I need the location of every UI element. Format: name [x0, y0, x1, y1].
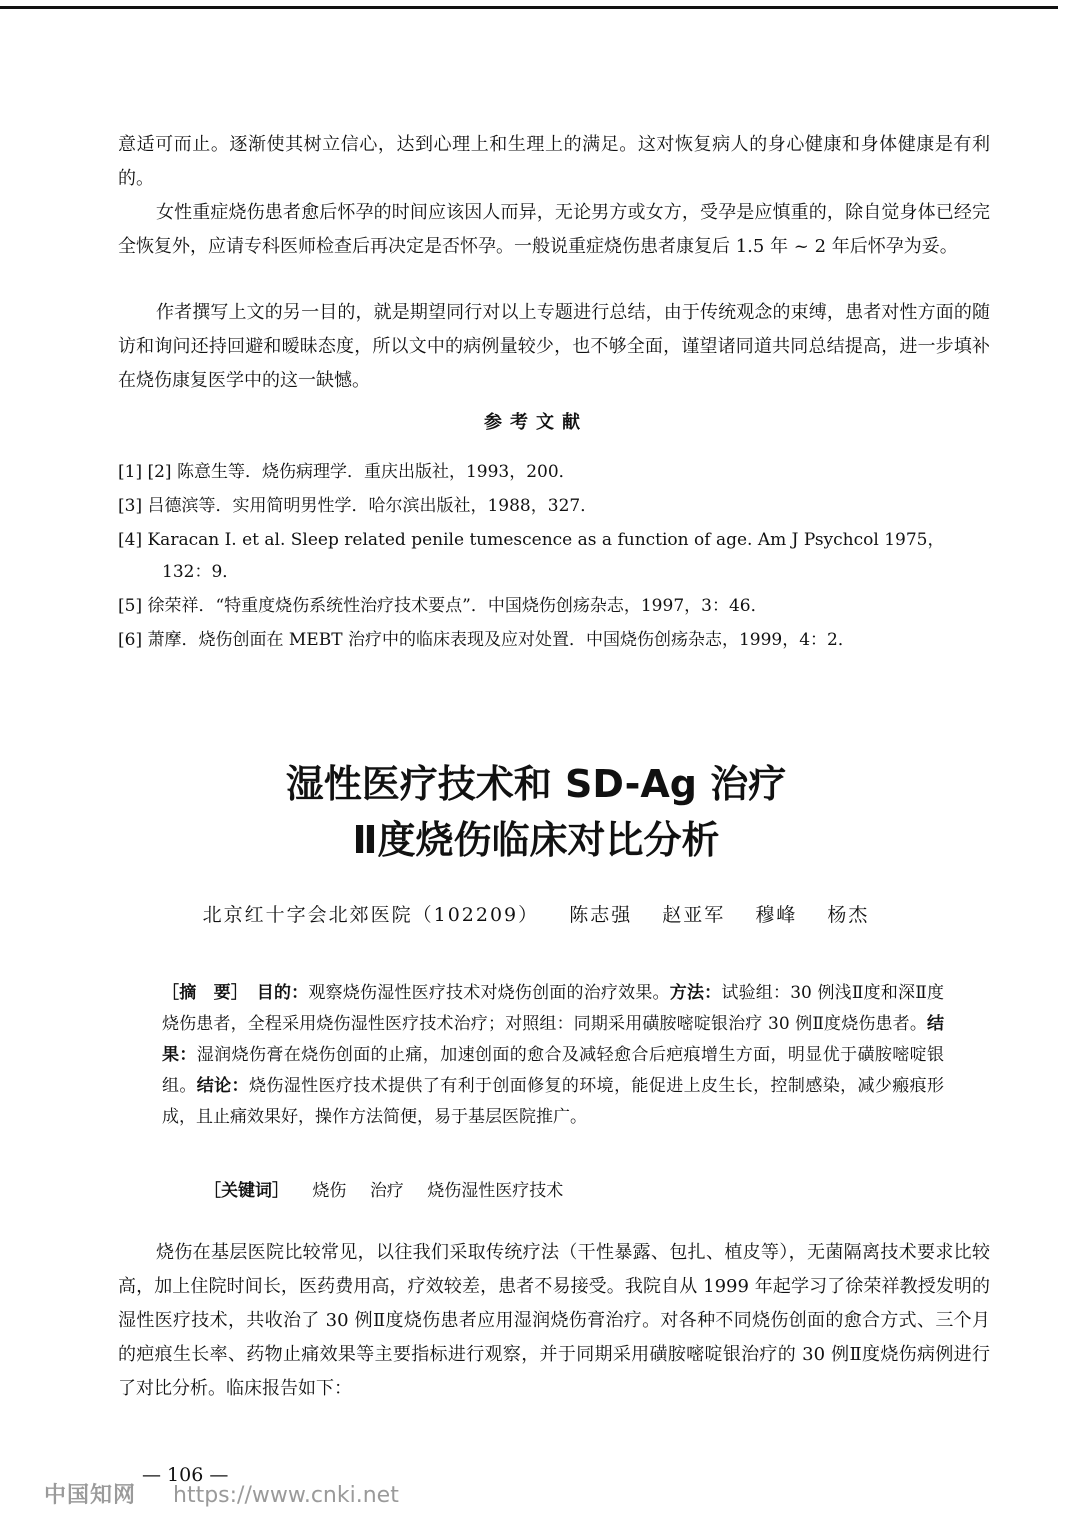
paragraph-author-purpose: 作者撰写上文的另一目的，就是期望同行对以上专题进行总结，由于传统观念的束缚，患者对性方面的随访和询问还持回避和暧昧态度，所以文中的病例量较少，也不够全面，谨望诸同道共同总结提高，进一步填补在烧伤康复医学中的这一缺憾。 — [118, 302, 990, 391]
abstract-result-label: 结果： — [162, 1014, 944, 1065]
reference-item: [3] 吕德滨等．实用简明男性学．哈尔滨出版社，1988，327． — [118, 496, 598, 516]
author: 穆峰 — [755, 904, 798, 926]
article-title-line2: Ⅱ度烧伤临床对比分析 — [352, 818, 720, 862]
keyword: 治疗 — [369, 1181, 404, 1201]
references-heading: 参考文献 — [484, 412, 588, 433]
page-number: — 106 — — [142, 1464, 229, 1486]
abstract — [162, 978, 944, 1133]
cnki-watermark — [44, 1478, 399, 1509]
abstract-conclusion-label: 结论： — [196, 1076, 249, 1096]
reference-item: [1] [2] 陈意生等．烧伤病理学．重庆出版社，1993，200． — [118, 462, 576, 482]
abstract-purpose-label: 目的： — [256, 983, 309, 1003]
paragraph-introduction: 烧伤在基层医院比较常见，以往我们采取传统疗法（干性暴露、包扎、植皮等），无菌隔离技术要求比较高，加上住院时间长，医药费用高，疗效较差，患者不易接受。我院自从 1999 年起学习了徐荣祥教授发明的湿性医疗技术，共收治了 30 例Ⅱ度烧伤患者应用湿润烧伤膏治疗。对各种不同烧伤创面的愈合方式、三个月的疤痕生长率、药物止痛效果等主要指标进行观察，并于同期采用磺胺嘧啶银治疗的 30 例Ⅱ度烧伤病例进行了对比分析。临床报告如下： — [118, 1242, 990, 1399]
top-rule — [0, 6, 1058, 9]
keywords-label: ［关键词］ — [204, 1181, 289, 1201]
article-title — [0, 756, 1072, 868]
author: 杨杰 — [827, 904, 870, 926]
reference-item: [6] 萧摩．烧伤创面在 MEBT 治疗中的临床表现及应对处置．中国烧伤创疡杂志，1999，4：2． — [118, 630, 855, 650]
reference-item: [4] Karacan I. et al. Sleep related penile tumescence as a function of age. Am J Psychcol 1975，132：9． — [118, 530, 945, 582]
byline — [0, 900, 1072, 927]
abstract-purpose: 观察烧伤湿性医疗技术对烧伤创面的治疗效果。 — [308, 983, 670, 1003]
abstract-result: 湿润烧伤膏在烧伤创面的止痛，加速创面的愈合及减轻愈合后疤痕增生方面，明显优于磺胺嘧啶银组。 — [162, 1045, 945, 1096]
references-list — [118, 456, 990, 658]
cnki-logo: 中国知网 — [44, 1483, 137, 1508]
reference-item: [5] 徐荣祥．“特重度烧伤系统性治疗技术要点”．中国烧伤创疡杂志，1997，3：46． — [118, 596, 768, 616]
article-title-line1: 湿性医疗技术和 SD-Ag 治疗 — [285, 762, 787, 806]
keywords — [204, 1176, 581, 1207]
abstract-label: ［摘 要］ — [162, 983, 240, 1003]
abstract-conclusion: 烧伤湿性医疗技术提供了有利于创面修复的环境，能促进上皮生长，控制感染，减少瘢痕形成，且止痛效果好，操作方法简便，易于基层医院推广。 — [162, 1076, 945, 1127]
author: 陈志强 — [569, 904, 633, 926]
keyword: 烧伤 — [312, 1181, 347, 1201]
abstract-method: 试验组：30 例浅Ⅱ度和深Ⅱ度烧伤患者，全程采用烧伤湿性医疗技术治疗；对照组：同期采用磺胺嘧啶银治疗 30 例Ⅱ度烧伤患者。 — [162, 983, 945, 1034]
paragraph-pregnancy: 女性重症烧伤患者愈后怀孕的时间应该因人而异，无论男方或女方，受孕是应慎重的，除自觉身体已经完全恢复外，应请专科医师检查后再决定是否怀孕。一般说重症烧伤患者康复后 1.5 年 ~ 2 年后怀孕为妥。 — [118, 202, 990, 257]
keyword: 烧伤湿性医疗技术 — [427, 1181, 564, 1201]
cnki-url: https://www.cnki.net — [173, 1483, 399, 1508]
institution: 北京红十字会北郊医院（102209） — [202, 904, 540, 926]
paragraph-continued: 意适可而止。逐渐使其树立信心，达到心理上和生理上的满足。这对恢复病人的身心健康和身体健康是有利的。 — [118, 134, 990, 189]
abstract-method-label: 方法： — [669, 983, 722, 1003]
author: 赵亚军 — [662, 904, 726, 926]
